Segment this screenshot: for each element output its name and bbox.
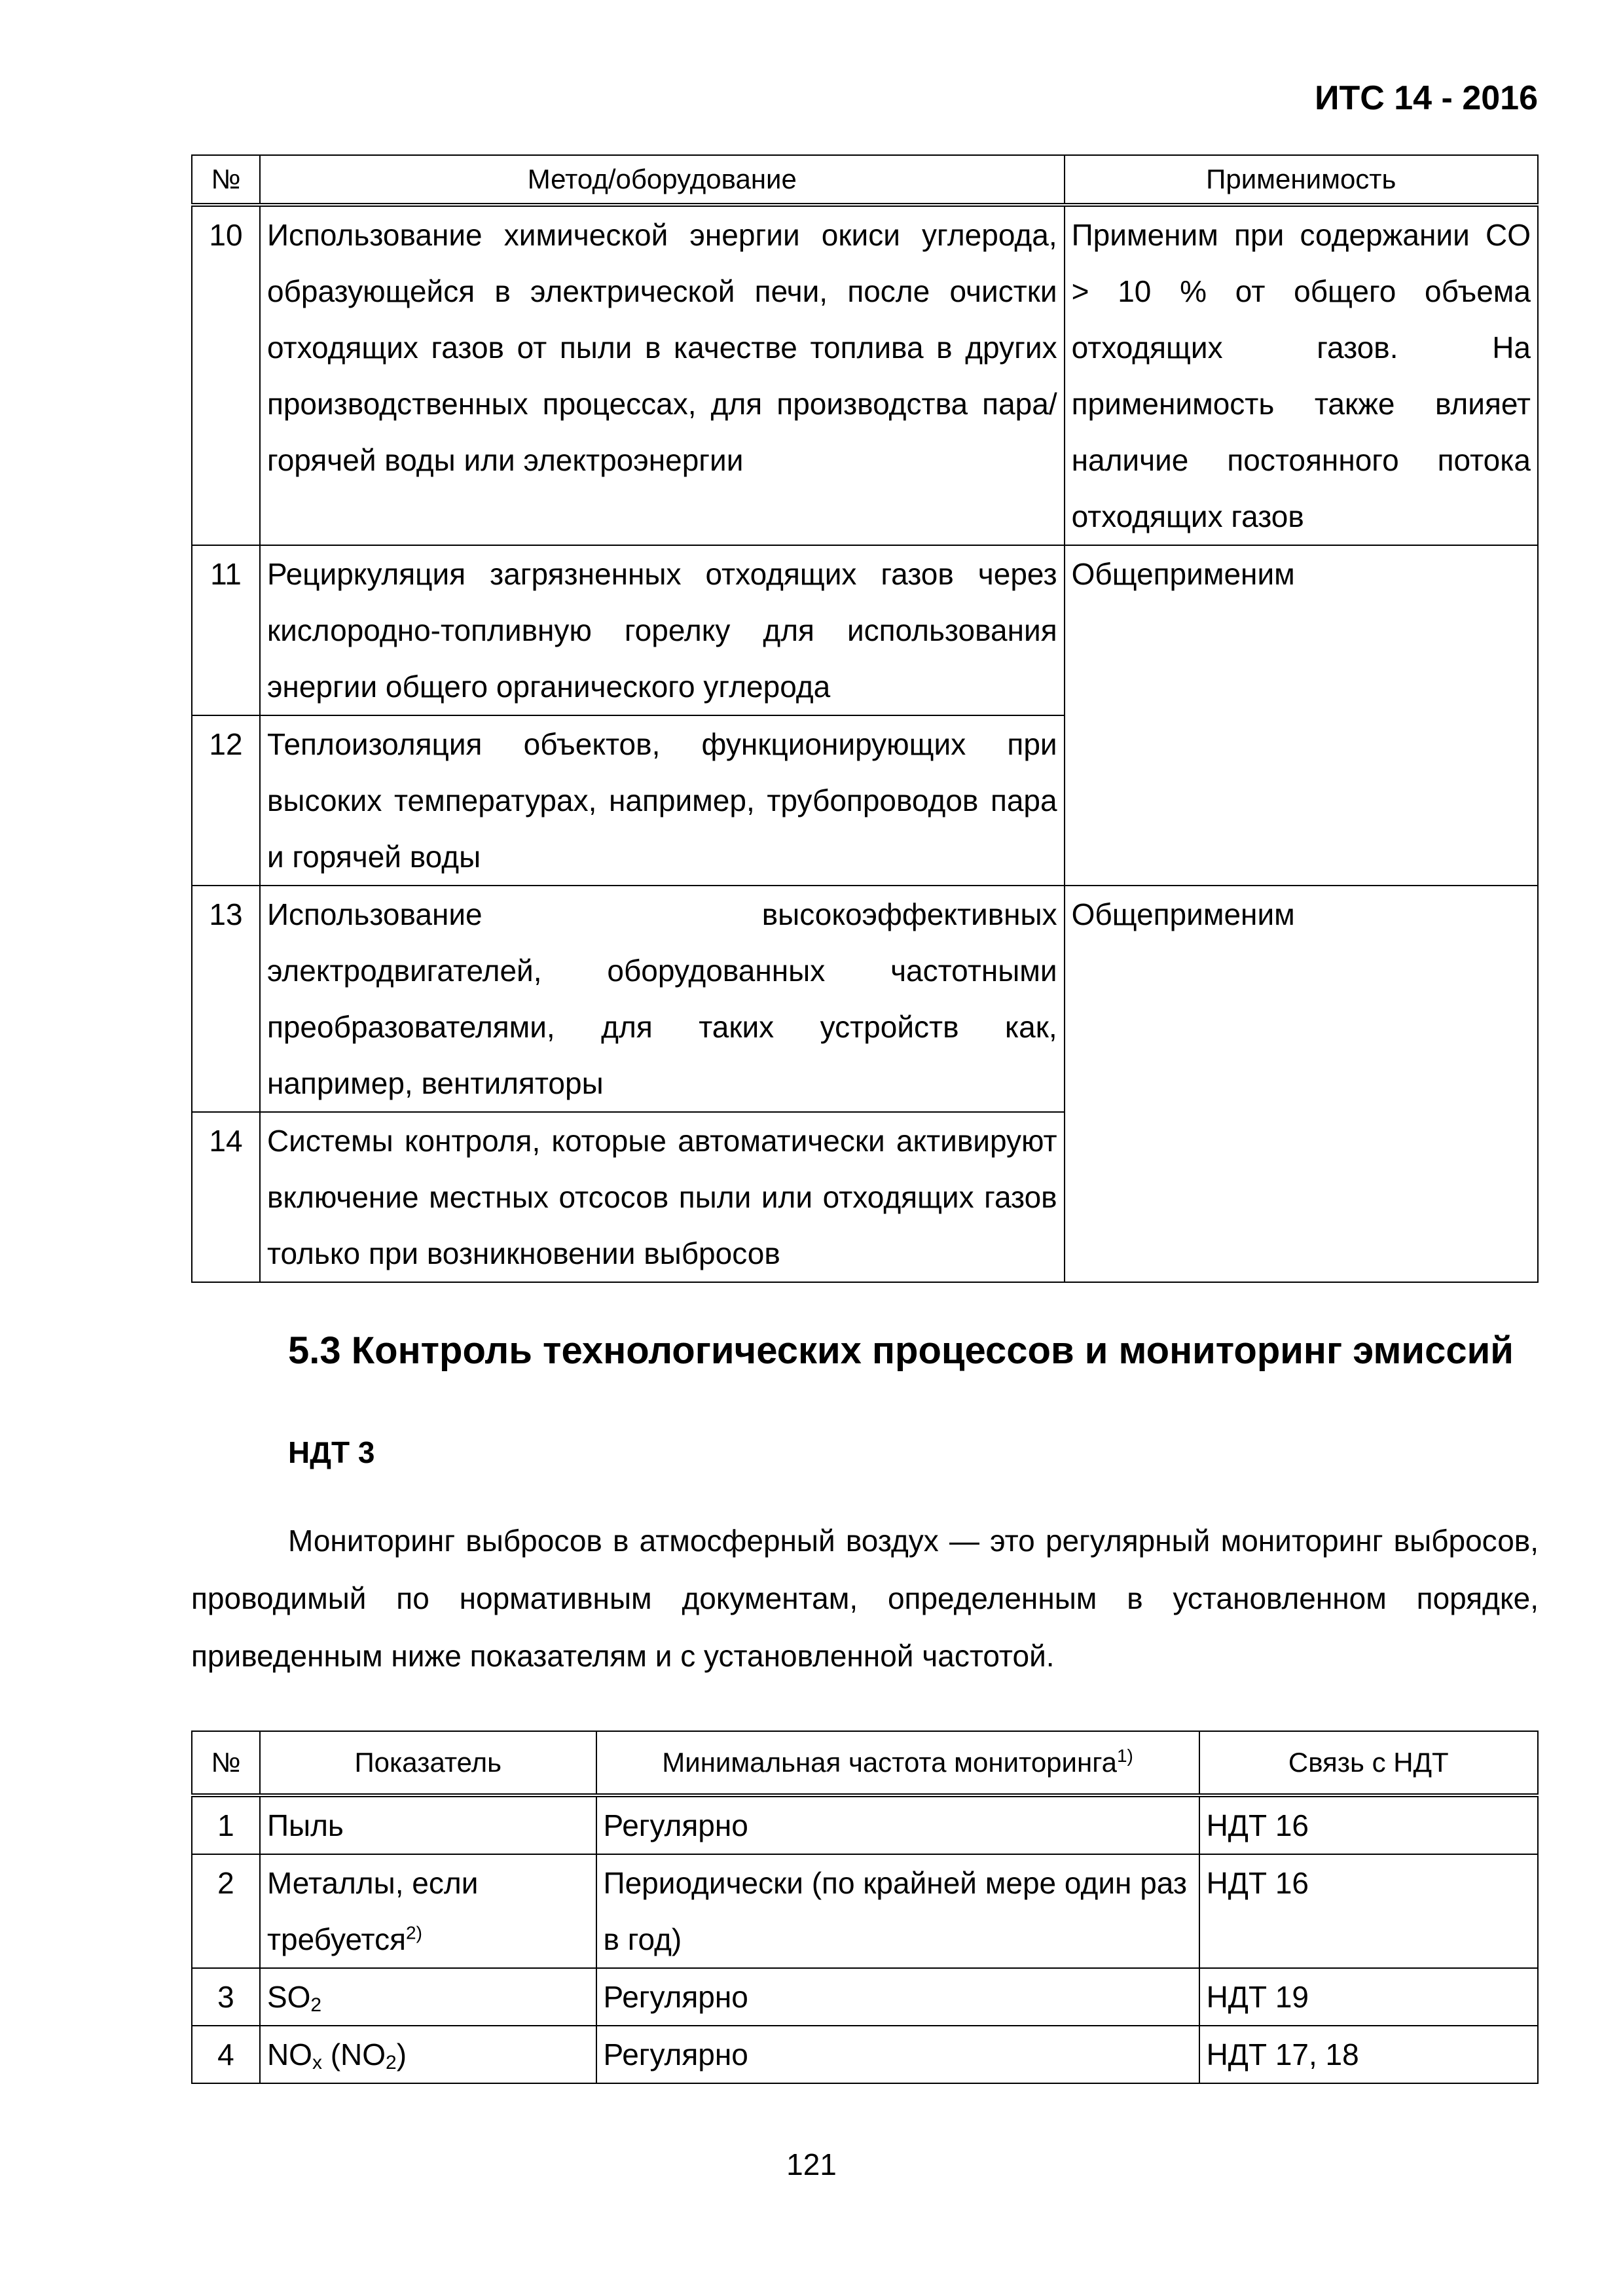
method-cell: Использование высокоэффективных электродвигателей, оборудованных частотными преобразователями, для таких устройств как, например, вентиляторы xyxy=(260,886,1065,1112)
document-code: ИТС 14 - 2016 xyxy=(1315,79,1538,117)
method-cell: Использование химической энергии окиси углерода, образующейся в электрической печи, после очистки отходящих газов от пыли в качестве топлива в других производственных процессах, для производства пара/горячей воды или электроэнергии xyxy=(260,205,1065,545)
row-number: 12 xyxy=(192,715,260,886)
column-header-frequency xyxy=(596,1731,1199,1795)
column-header-indicator: Показатель xyxy=(260,1731,596,1795)
table-row xyxy=(192,1795,1538,1854)
column-header-link: Связь с НДТ xyxy=(1199,1731,1538,1795)
link-cell: НДТ 19 xyxy=(1199,1968,1538,2026)
frequency-cell: Регулярно xyxy=(596,1795,1199,1854)
row-number: 4 xyxy=(192,2026,260,2083)
footnote-marker: 1) xyxy=(1116,1746,1133,1766)
applicability-cell: Применим при содержании CO > 10 % от общего объема отходящих газов. На применимость также влияет наличие постоянного потока отходящих газов xyxy=(1065,205,1538,545)
row-number: 3 xyxy=(192,1968,260,2026)
table-row xyxy=(192,545,1538,715)
indicator-text: NO xyxy=(266,2037,312,2072)
table-row xyxy=(192,2026,1538,2083)
row-number: 13 xyxy=(192,886,260,1112)
indicator-text: (NO xyxy=(321,2037,386,2072)
indicator-text: ) xyxy=(396,2037,407,2072)
table-header-row xyxy=(192,1731,1538,1795)
indicator-text: Металлы, если требуется xyxy=(266,1866,479,1956)
link-cell: НДТ 16 xyxy=(1199,1795,1538,1854)
frequency-cell: Регулярно xyxy=(596,2026,1199,2083)
body-paragraph: Мониторинг выбросов в атмосферный воздух — это регулярный мониторинг выбросов, проводимый по нормативным документам, определенным в установленном порядке, приведенным ниже показателям и с установленной частотой. xyxy=(191,1524,1539,1673)
subscript: x xyxy=(312,2052,322,2073)
table-row xyxy=(192,1968,1538,2026)
method-cell: Теплоизоляция объектов, функционирующих при высоких температурах, например, трубопроводов пара и горячей воды xyxy=(260,715,1065,886)
method-cell: Системы контроля, которые автоматически активируют включение местных отсосов пыли или отходящих газов только при возникновении выбросов xyxy=(260,1112,1065,1282)
row-number: 2 xyxy=(192,1854,260,1968)
row-number: 11 xyxy=(192,545,260,715)
column-header-num: № xyxy=(192,155,260,205)
methods-table xyxy=(191,154,1539,1283)
row-number: 14 xyxy=(192,1112,260,1282)
section-title: 5.3 Контроль технологических процессов и мониторинг эмиссий xyxy=(288,1329,1514,1372)
footnote-marker: 2) xyxy=(406,1922,422,1943)
applicability-cell: Общеприменим xyxy=(1065,886,1538,1282)
column-header-applicability: Применимость xyxy=(1065,155,1538,205)
table-row xyxy=(192,1854,1538,1968)
table-row xyxy=(192,205,1538,545)
monitoring-table xyxy=(191,1731,1539,2084)
column-header-method: Метод/оборудование xyxy=(260,155,1065,205)
table-row xyxy=(192,886,1538,1112)
frequency-header-text: Минимальная частота мониторинга xyxy=(662,1747,1117,1778)
indicator-cell xyxy=(260,1968,596,2026)
method-cell: Рециркуляция загрязненных отходящих газов через кислородно-топливную горелку для использования энергии общего органического углерода xyxy=(260,545,1065,715)
page-number: 121 xyxy=(786,2147,837,2181)
link-cell: НДТ 17, 18 xyxy=(1199,2026,1538,2083)
row-number: 10 xyxy=(192,205,260,545)
subscript: 2 xyxy=(310,1994,322,2016)
subscript: 2 xyxy=(386,2052,397,2073)
indicator-cell xyxy=(260,1854,596,1968)
link-cell: НДТ 16 xyxy=(1199,1854,1538,1968)
table-header-row xyxy=(192,155,1538,205)
frequency-cell: Периодически (по крайней мере один раз в год) xyxy=(596,1854,1199,1968)
subheading: НДТ 3 xyxy=(288,1435,375,1469)
row-number: 1 xyxy=(192,1795,260,1854)
indicator-text: SO xyxy=(266,1980,311,2014)
column-header-num: № xyxy=(192,1731,260,1795)
indicator-cell xyxy=(260,2026,596,2083)
frequency-cell: Регулярно xyxy=(596,1968,1199,2026)
applicability-cell: Общеприменим xyxy=(1065,545,1538,886)
indicator-cell: Пыль xyxy=(260,1795,596,1854)
